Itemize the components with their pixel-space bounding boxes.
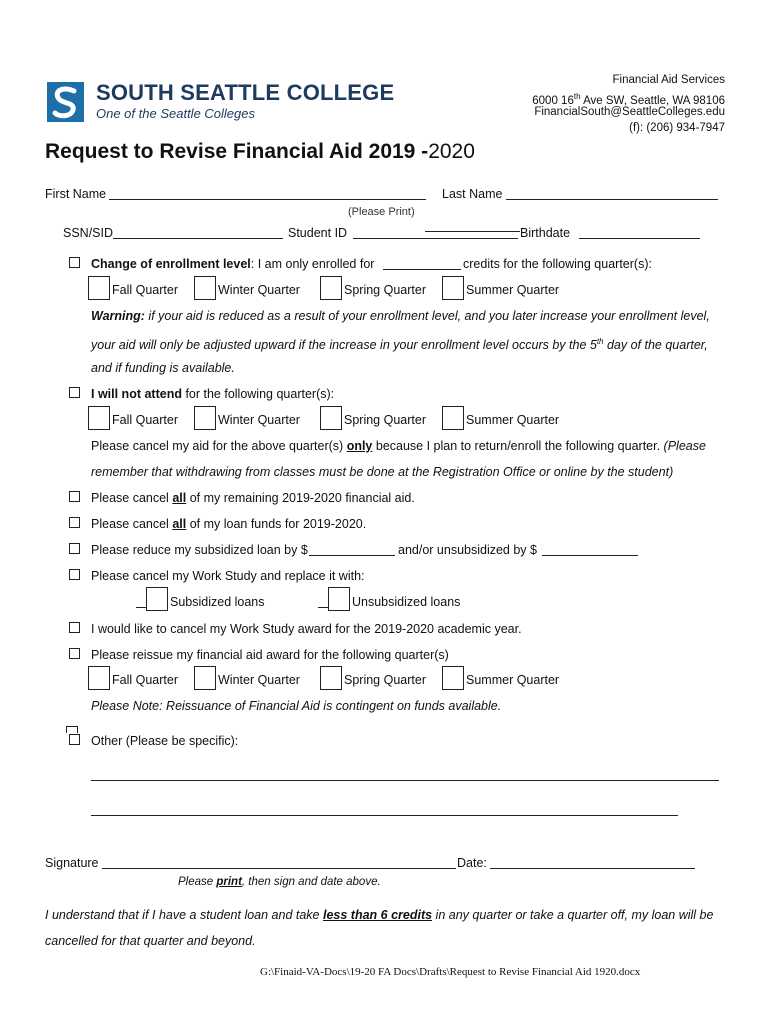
subsidized-loans-label: Subsidized loans [170,595,265,609]
attend-fall-label: Fall Quarter [112,413,178,427]
warning-line-1: Warning: if your aid is reduced as a result of your enrollment level, and you later increase your enrollment level, [91,309,710,323]
signature-field[interactable] [102,868,456,869]
not-attend-checkbox[interactable] [69,387,80,398]
disclaimer-line-2: cancelled for that quarter and beyond. [45,934,256,948]
withdraw-reminder: remember that withdrawing from classes must be done at the Registration Office or online by the student) [91,465,674,479]
reissue-checkbox[interactable] [69,648,80,659]
ssn-label: SSN/SID [63,226,114,240]
subsidized-loans-checkbox[interactable] [146,587,168,611]
date-label: Date: [457,856,487,870]
subsidized-underline [136,607,146,608]
attend-winter-checkbox[interactable] [194,406,216,430]
first-name-field[interactable] [109,199,426,200]
subsidized-amount-field[interactable] [309,555,395,556]
enrollment-text-b: credits for the following quarter(s): [463,257,652,271]
office-address: 6000 16th Ave SW, Seattle, WA 98106 [532,92,725,107]
cancel-all-aid-text: Please cancel all of my remaining 2019-2020 financial aid. [91,491,415,505]
first-name-label: First Name [45,187,107,201]
attend-spring-checkbox[interactable] [320,406,342,430]
reduce-loan-text: Please reduce my subsidized loan by $ [91,543,308,557]
enroll-spring-label: Spring Quarter [344,283,426,297]
cancel-ws-text: I would like to cancel my Work Study award for the 2019-2020 academic year. [91,622,522,636]
ssn-field[interactable] [113,238,283,239]
other-line-2[interactable] [91,815,678,816]
warning-line-3: and if funding is available. [91,361,235,375]
unsubsidized-underline [318,607,328,608]
other-checkbox[interactable] [69,734,80,745]
enrollment-text: Change of enrollment level: I am only enrolled for [91,257,375,271]
college-name: SOUTH SEATTLE COLLEGE [96,80,395,105]
work-study-text: Please cancel my Work Study and replace it with: [91,569,365,583]
unsubsidized-loans-checkbox[interactable] [328,587,350,611]
enroll-fall-checkbox[interactable] [88,276,110,300]
enrollment-checkbox[interactable] [69,257,80,268]
reissue-winter-checkbox[interactable] [194,666,216,690]
enroll-fall-label: Fall Quarter [112,283,178,297]
last-name-field[interactable] [506,199,718,200]
reduce-loan-checkbox[interactable] [69,543,80,554]
reissue-summer-label: Summer Quarter [466,673,560,687]
enroll-summer-label: Summer Quarter [466,283,560,297]
attend-fall-checkbox[interactable] [88,406,110,430]
office-fax: (f): (206) 934-7947 [629,122,725,134]
attend-summer-label: Summer Quarter [466,413,560,427]
cancel-loans-checkbox[interactable] [69,517,80,528]
reissue-summer-checkbox[interactable] [442,666,464,690]
print-sign-note: Please print, then sign and date above. [178,876,381,888]
unsubsidized-amount-field[interactable] [542,555,638,556]
reissue-fall-checkbox[interactable] [88,666,110,690]
student-id-label: Student ID [288,226,348,240]
college-tagline: One of the Seattle Colleges [96,106,255,121]
last-name-label: Last Name [442,187,503,201]
work-study-checkbox[interactable] [69,569,80,580]
reissue-fall-label: Fall Quarter [112,673,178,687]
birthdate-label: Birthdate [520,226,571,240]
unsubsidized-text: and/or unsubsidized by $ [398,543,537,557]
attend-winter-label: Winter Quarter [218,413,300,427]
office-email: FinancialSouth@SeattleColleges.edu [534,106,725,118]
other-text: Other (Please be specific): [91,734,239,748]
attend-summer-checkbox[interactable] [442,406,464,430]
reissue-note: Please Note: Reissuance of Financial Aid is contingent on funds available. [91,699,502,713]
reissue-text: Please reissue my financial aid award for the following quarter(s) [91,648,449,662]
reissue-spring-checkbox[interactable] [320,666,342,690]
student-id-field[interactable] [353,238,518,239]
reissue-spring-label: Spring Quarter [344,673,426,687]
enroll-winter-checkbox[interactable] [194,276,216,300]
office-name: Financial Aid Services [612,74,725,86]
attend-spring-label: Spring Quarter [344,413,426,427]
college-logo-icon [47,82,84,122]
enroll-spring-checkbox[interactable] [320,276,342,300]
file-path-footer: G:\Finaid-VA-Docs\19-20 FA Docs\Drafts\Request to Revise Financial Aid 1920.docx [260,966,641,978]
cancel-loans-text: Please cancel all of my loan funds for 2019-2020. [91,517,367,531]
cancel-ws-checkbox[interactable] [69,622,80,633]
strike-line [425,231,520,232]
birthdate-field[interactable] [579,238,700,239]
enroll-summer-checkbox[interactable] [442,276,464,300]
not-attend-text: I will not attend for the following quarter(s): [91,387,335,401]
reissue-winter-label: Winter Quarter [218,673,300,687]
warning-line-2: your aid will only be adjusted upward if the increase in your enrollment level occurs by the 5th day of the quarter, [91,337,708,353]
date-field[interactable] [490,868,695,869]
credits-field[interactable] [383,269,461,270]
page-title: Request to Revise Financial Aid 2019 -2020 [45,140,475,163]
cancel-all-aid-checkbox[interactable] [69,491,80,502]
cancel-aid-text: Please cancel my aid for the above quarter(s) only because I plan to return/enroll the following quarter. (Please [91,439,706,453]
please-print-note: (Please Print) [348,206,415,218]
other-line-1[interactable] [91,780,719,781]
enroll-winter-label: Winter Quarter [218,283,300,297]
disclaimer-line-1: I understand that if I have a student loan and take less than 6 credits in any quarter or take a quarter off, my loan will be [45,908,714,922]
other-field-bracket [66,726,78,733]
signature-label: Signature [45,856,99,870]
unsubsidized-loans-label: Unsubsidized loans [352,595,461,609]
